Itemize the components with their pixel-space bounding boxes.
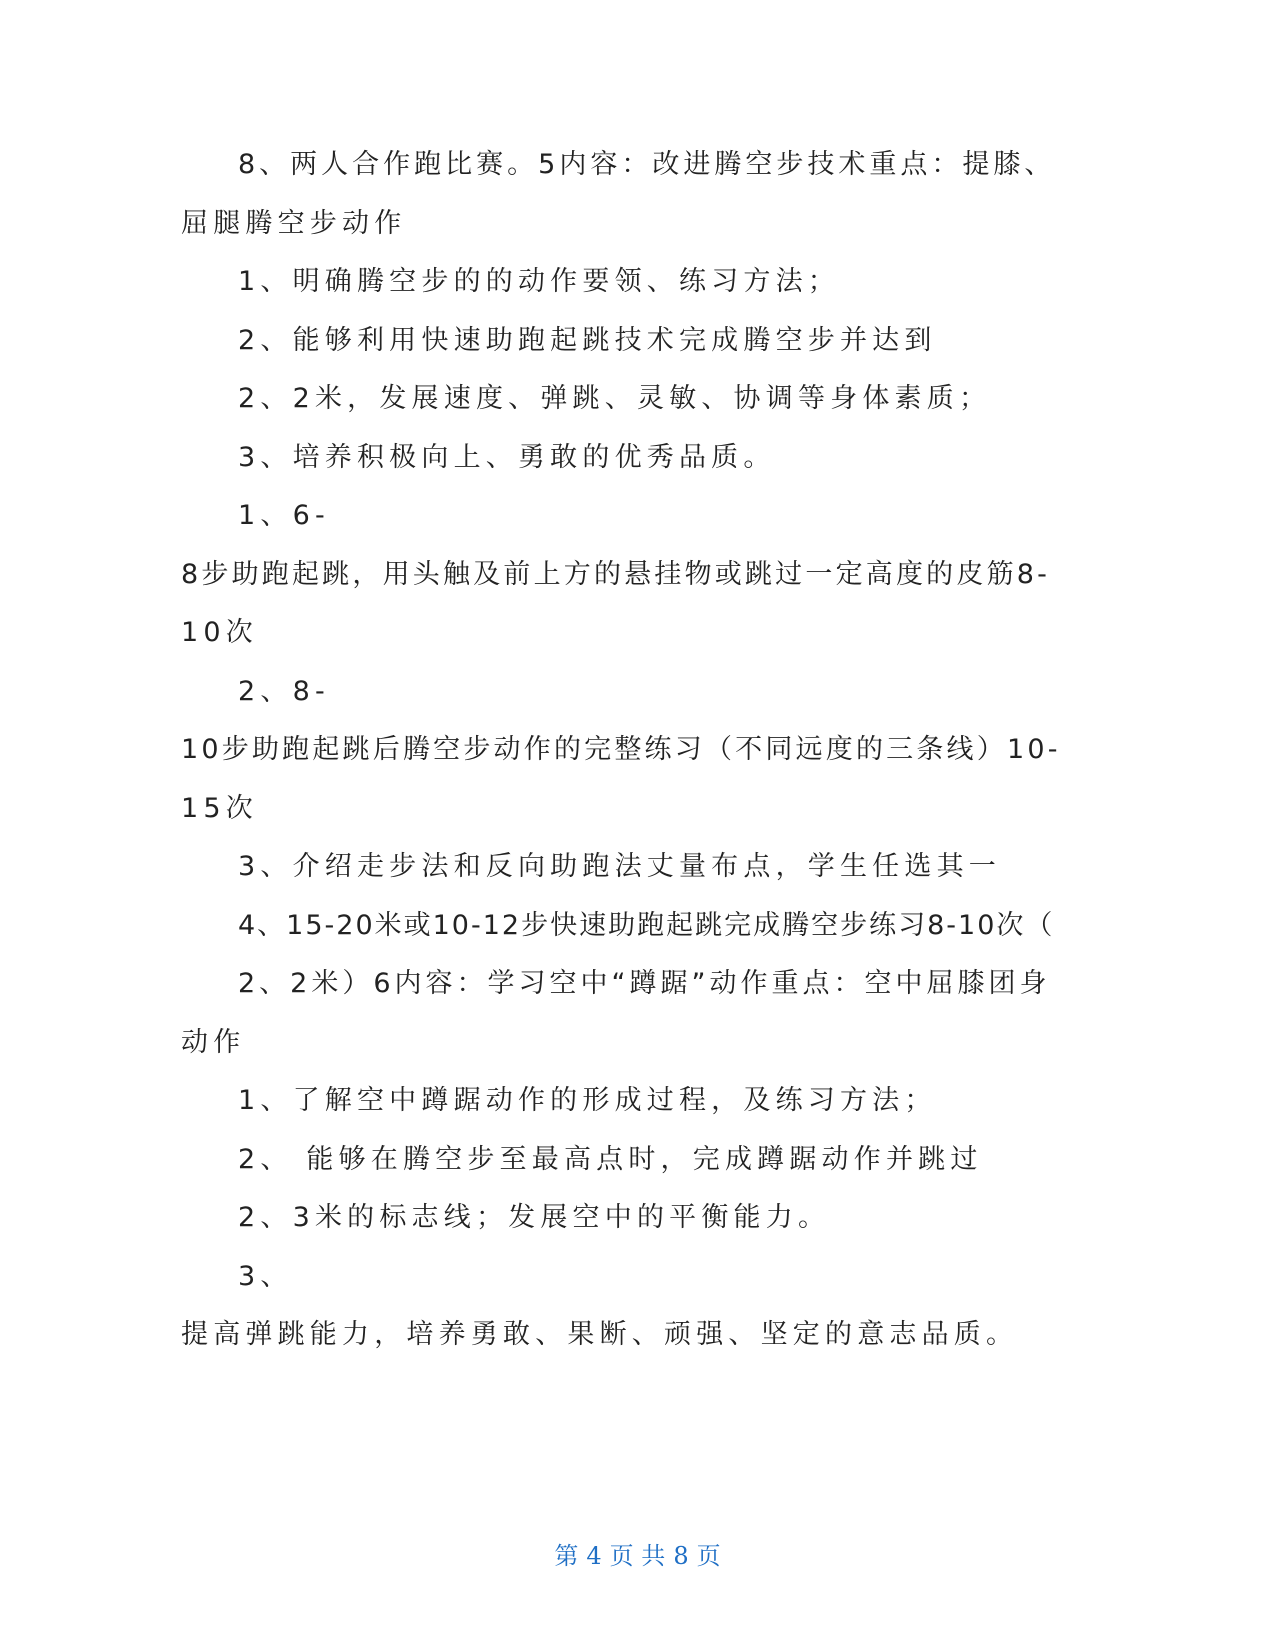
page-footer <box>0 1536 1275 1571</box>
footer-prefix: 第 <box>554 1542 579 1570</box>
text-line: 2、2米）6内容：学习空中“蹲踞”动作重点：空中屈膝团身 <box>238 968 1051 999</box>
text-line: 2、2米，发展速度、弹跳、灵敏、协调等身体素质； <box>238 383 992 414</box>
text-line: 1、6- <box>238 500 330 531</box>
text-line: 3、介绍走步法和反向助跑法丈量布点，学生任选其一 <box>238 851 1001 882</box>
footer-middle: 页 共 <box>609 1542 666 1570</box>
text-line: 2、能够利用快速助跑起跳技术完成腾空步并达到 <box>238 324 937 356</box>
text-line: 2、3米的标志线；发展空中的平衡能力。 <box>238 1202 831 1233</box>
text-line: 4、15-20米或10-12步快速助跑起跳完成腾空步练习8-10次（ <box>238 909 1055 941</box>
text-line: 3、 <box>238 1260 293 1292</box>
text-line: 动作 <box>181 1026 246 1058</box>
text-line: 1、了解空中蹲踞动作的形成过程，及练习方法； <box>238 1085 937 1116</box>
text-line: 1、明确腾空步的的动作要领、练习方法； <box>238 266 840 297</box>
text-line: 8、两人合作跑比赛。5内容：改进腾空步技术重点：提膝、 <box>238 149 1056 180</box>
footer-total-pages: 8 <box>673 1542 689 1570</box>
footer-suffix: 页 <box>696 1542 721 1570</box>
text-line: 10步助跑起跳后腾空步动作的完整练习（不同远度的三条线）10- <box>181 734 1061 765</box>
text-line: 屈腿腾空步动作 <box>181 207 407 239</box>
text-line: 15次 <box>181 792 258 824</box>
text-line: 8步助跑起跳，用头触及前上方的悬挂物或跳过一定高度的皮筋8- <box>181 558 1051 590</box>
document-body <box>181 136 1061 1365</box>
text-line: 2、8- <box>238 675 330 707</box>
text-line: 2、 能够在腾空步至最高点时，完成蹲踞动作并跳过 <box>238 1143 983 1175</box>
footer-current-page: 4 <box>586 1542 602 1570</box>
text-line: 10次 <box>181 617 258 648</box>
text-line: 提高弹跳能力，培养勇敢、果断、顽强、坚定的意志品质。 <box>181 1319 1019 1350</box>
text-line: 3、培养积极向上、勇敢的优秀品质。 <box>238 441 776 473</box>
